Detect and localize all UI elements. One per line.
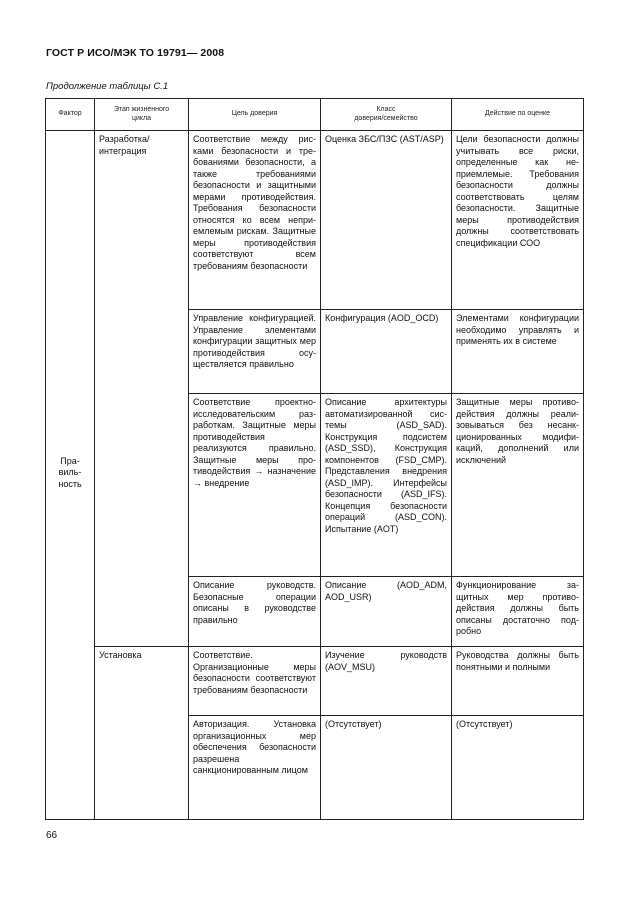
class-cell: Изучение руководств (AOV_MSU)	[321, 647, 452, 716]
goal-cell: Соответствие между рисками безопасности и требованиями безопасности, а также требованиями безопасности и защитными мерами противодействия. Требования безопасности относятся ко всем неприемлемым рискам. Защитные меры противодействия соответствуют всем требованиям безопасности	[189, 131, 321, 310]
header-factor: Фактор	[46, 99, 95, 131]
table-continuation-caption: Продолжение таблицы С.1	[46, 81, 169, 92]
stage-development: Разработка/ интеграция	[95, 131, 189, 647]
class-cell: Описание архитектуры автоматизированной системы (ASD_SAD). Конструкция подсистем (ASD_SSD), Конструкция компонентов (FSD_CMP). Представления внедрения (ASD_IMP). Интерфейсы безопасности (ASD_IFS). Концепция безопасности операций (ASD_CON). Испытание (AOT)	[321, 394, 452, 577]
class-cell: Конфигурация (AOD_OCD)	[321, 310, 452, 394]
table-row	[46, 647, 584, 716]
table-header-row	[46, 99, 584, 131]
action-cell: Защитные меры противодействия должны реализовываться без несанкционированных модификаций, дополнений или исключений	[452, 394, 584, 577]
page-number: 66	[46, 830, 58, 841]
class-cell: (Отсутствует)	[321, 716, 452, 820]
assurance-table	[45, 98, 584, 820]
action-cell: Элементами конфигурации необходимо управлять и применять их в системе	[452, 310, 584, 394]
document-title: ГОСТ Р ИСО/МЭК ТО 19791— 2008	[46, 47, 225, 59]
header-goal: Цель доверия	[189, 99, 321, 131]
goal-cell: Управление конфигурацией. Управление элементами конфигурации защитных мер противодействия осуществляется правильно	[189, 310, 321, 394]
header-lifecycle: Этап жизненного цикла	[95, 99, 189, 131]
action-cell: Цели безопасности должны учитывать все риски, определенные как неприемлемые. Требования безопасности должны соответствовать целям безопасности. Защитные меры противодействия должны соответствовать спецификации СОО	[452, 131, 584, 310]
action-cell: Функционирование защитных мер противодействия должны быть описаны достаточно подробно	[452, 577, 584, 647]
stage-installation: Установка	[95, 647, 189, 820]
table-row	[46, 131, 584, 310]
class-cell: Оценка ЗБС/ПЗС (AST/ASP)	[321, 131, 452, 310]
action-cell: Руководства должны быть понятными и полными	[452, 647, 584, 716]
factor-cell: Пра- виль- ность	[46, 131, 95, 820]
goal-cell: Авторизация. Установка организационных мер обеспечения безопасности разрешена санкционированным лицом	[189, 716, 321, 820]
action-cell: (Отсутствует)	[452, 716, 584, 820]
goal-cell: Описание руководств. Безопасные операции описаны в руководстве правильно	[189, 577, 321, 647]
header-action: Действие по оценке	[452, 99, 584, 131]
header-class: Класс доверия/семейство	[321, 99, 452, 131]
class-cell: Описание (AOD_ADM, AOD_USR)	[321, 577, 452, 647]
goal-cell: Соответствие. Организационные меры безопасности соответствуют требованиям безопасности	[189, 647, 321, 716]
goal-cell: Соответствие проектно-исследовательским разработкам. Защитные меры противодействия реализуются правильно. Защитные меры противодействия → назначение → внедрение	[189, 394, 321, 577]
